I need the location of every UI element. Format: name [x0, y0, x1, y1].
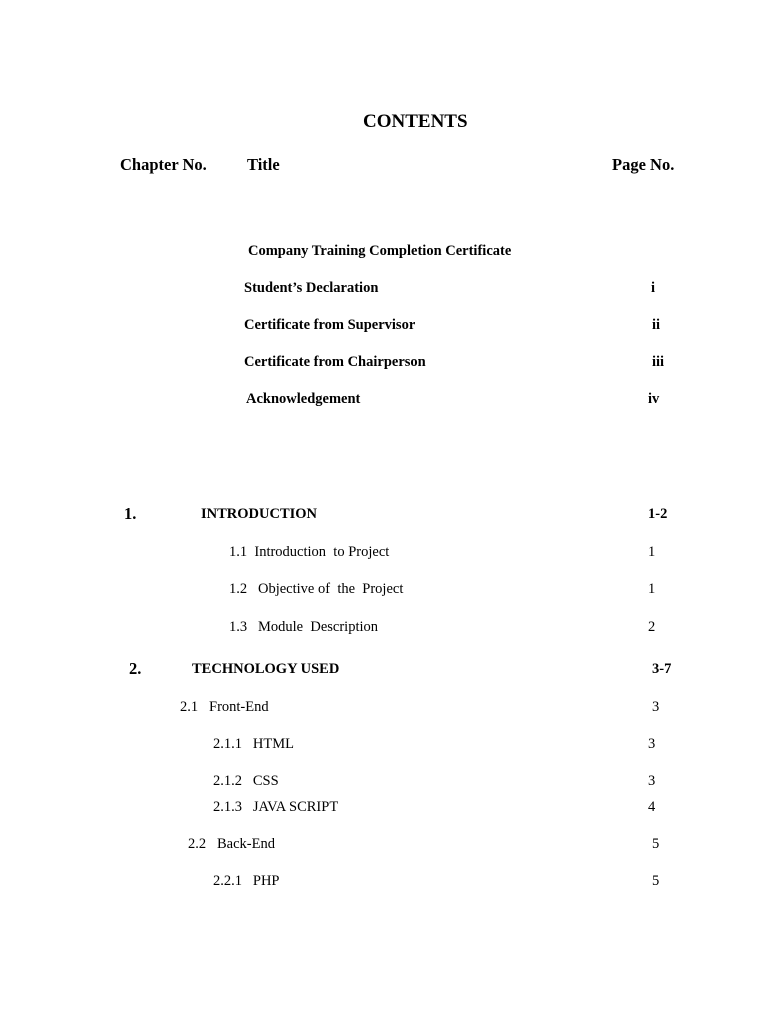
- chapter-title: TECHNOLOGY USED: [192, 661, 340, 677]
- front-matter-title: Company Training Completion Certificate: [248, 243, 512, 259]
- subsection-label: 2.1.1 HTML: [213, 736, 294, 752]
- chapter-number: 2.: [129, 659, 142, 678]
- section-page: 5: [652, 836, 660, 852]
- column-header-title: Title: [247, 155, 280, 174]
- chapter-pages: 1-2: [648, 506, 668, 522]
- section-page: 4: [648, 799, 656, 815]
- section-page: 3: [648, 736, 656, 752]
- front-matter-page: iii: [652, 354, 665, 370]
- section-page: 3: [648, 773, 656, 789]
- front-matter-page: ii: [652, 317, 661, 333]
- section-label: 1.3 Module Description: [229, 619, 379, 635]
- chapter-title: INTRODUCTION: [201, 506, 318, 522]
- section-label: 1.2 Objective of the Project: [229, 581, 404, 597]
- chapter-pages: 3-7: [652, 661, 672, 677]
- front-matter-page: i: [651, 280, 656, 296]
- subsection-label: 2.2.1 PHP: [213, 873, 280, 889]
- subsection-label: 2.1.3 JAVA SCRIPT: [213, 799, 339, 815]
- section-page: 3: [652, 699, 660, 715]
- column-header-page: Page No.: [612, 155, 675, 174]
- front-matter-page: iv: [648, 391, 660, 407]
- front-matter-title: Student’s Declaration: [244, 280, 379, 296]
- chapter-number: 1.: [124, 504, 137, 523]
- section-label: 1.1 Introduction to Project: [229, 544, 390, 560]
- section-page: 1: [648, 581, 656, 597]
- front-matter-title: Acknowledgement: [246, 391, 361, 407]
- subsection-label: 2.1.2 CSS: [213, 773, 279, 789]
- column-header-chapter: Chapter No.: [120, 155, 207, 174]
- section-page: 2: [648, 619, 656, 635]
- page-title: CONTENTS: [363, 111, 468, 132]
- section-label: 2.2 Back-End: [188, 836, 275, 852]
- section-page: 1: [648, 544, 656, 560]
- section-label: 2.1 Front-End: [180, 699, 269, 715]
- front-matter-title: Certificate from Chairperson: [244, 354, 426, 370]
- section-page: 5: [652, 873, 660, 889]
- front-matter-title: Certificate from Supervisor: [244, 317, 416, 333]
